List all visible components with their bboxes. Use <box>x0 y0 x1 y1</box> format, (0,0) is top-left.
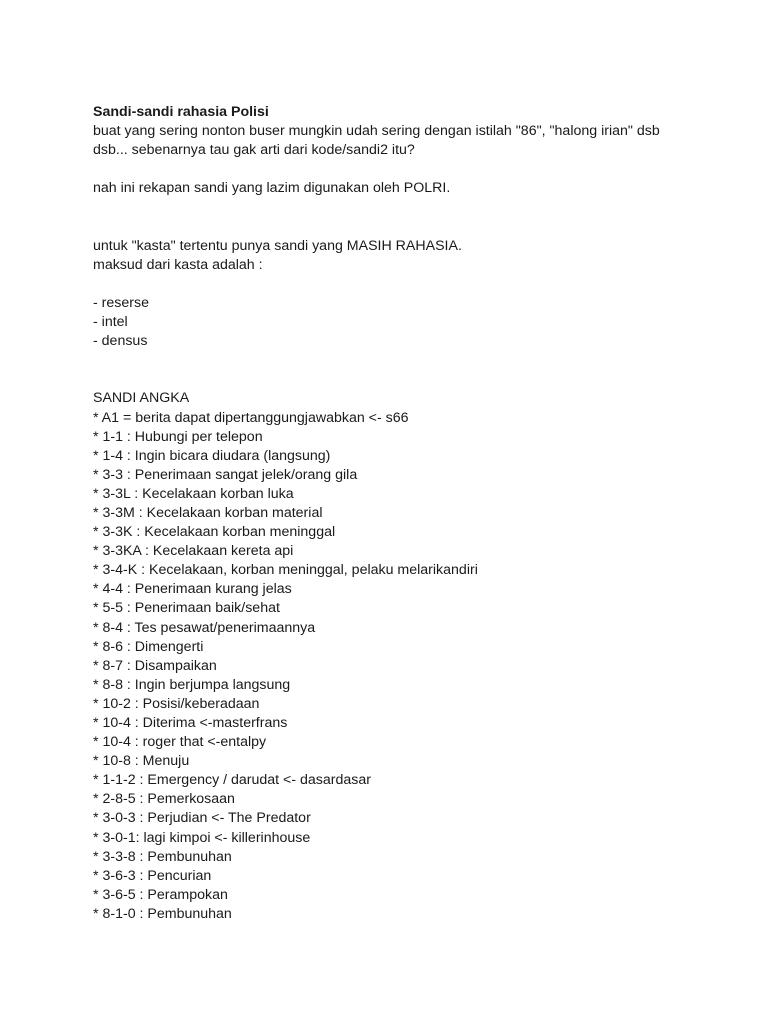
code-item: * 3-3 : Penerimaan sangat jelek/orang gila <box>93 466 358 483</box>
spacer <box>93 218 693 237</box>
document-title: Sandi-sandi rahasia Polisi <box>93 104 269 120</box>
code-item: * 3-6-3 : Pencurian <box>93 867 212 884</box>
spacer <box>93 370 693 389</box>
code-item: * 3-4-K : Kecelakaan, korban meninggal, pelaku melarikandiri <box>93 562 478 579</box>
kasta-line: untuk "kasta" tertentu punya sandi yang MASIH RAHASIA. <box>93 237 462 254</box>
code-item: * 8-6 : Dimengerti <box>93 638 204 655</box>
spacer <box>93 275 693 294</box>
code-item: * 3-0-1: lagi kimpoi <- killerinhouse <box>93 829 311 846</box>
code-item: * 1-1 : Hubungi per telepon <box>93 428 263 445</box>
kasta-item: - reserse <box>93 294 149 311</box>
code-item: * 3-3L : Kecelakaan korban luka <box>93 485 294 502</box>
kasta-item: - intel <box>93 314 128 331</box>
code-item: * 10-8 : Menuju <box>93 753 190 770</box>
section-heading: SANDI ANGKA <box>93 390 190 407</box>
code-item: * A1 = berita dapat dipertanggungjawabkan <- s66 <box>93 409 409 426</box>
code-item: * 8-7 : Disampaikan <box>93 657 217 674</box>
kasta-line: maksud dari kasta adalah : <box>93 256 263 273</box>
code-item: * 8-4 : Tes pesawat/penerimaannya <box>93 619 316 636</box>
code-item: * 3-3-8 : Pembunuhan <box>93 848 232 865</box>
intro-line: buat yang sering nonton buser mungkin udah sering dengan istilah "86", "halong irian" dsb <box>93 123 660 140</box>
code-list <box>93 409 693 925</box>
code-item: * 3-3KA : Kecelakaan kereta api <box>93 543 294 560</box>
code-item: * 3-3M : Kecelakaan korban material <box>93 504 323 521</box>
code-item: * 3-6-5 : Perampokan <box>93 886 228 903</box>
code-item: * 4-4 : Penerimaan kurang jelas <box>93 581 292 598</box>
code-item: * 2-8-5 : Pemerkosaan <box>93 791 235 808</box>
code-item: * 3-0-3 : Perjudian <- The Predator <box>93 810 311 827</box>
spacer <box>93 198 693 217</box>
intro-line: dsb... sebenarnya tau gak arti dari kode/sandi2 itu? <box>93 142 415 159</box>
spacer <box>93 351 693 370</box>
code-item: * 10-2 : Posisi/keberadaan <box>93 695 260 712</box>
document-page <box>93 103 693 924</box>
code-item: * 10-4 : Diterima <-masterfrans <box>93 715 288 731</box>
code-item: * 1-1-2 : Emergency / darudat <- dasardasar <box>93 772 371 789</box>
polri-line: nah ini rekapan sandi yang lazim digunakan oleh POLRI. <box>93 180 451 197</box>
code-item: * 8-8 : Ingin berjumpa langsung <box>93 676 291 693</box>
code-item: * 1-4 : Ingin bicara diudara (langsung) <box>93 447 331 464</box>
code-item: * 8-1-0 : Pembunuhan <box>93 905 232 922</box>
code-item: * 3-3K : Kecelakaan korban meninggal <box>93 524 336 541</box>
code-item: * 5-5 : Penerimaan baik/sehat <box>93 600 280 617</box>
code-item: * 10-4 : roger that <-entalpy <box>93 734 267 751</box>
spacer <box>93 160 693 179</box>
kasta-item: - densus <box>93 333 148 350</box>
